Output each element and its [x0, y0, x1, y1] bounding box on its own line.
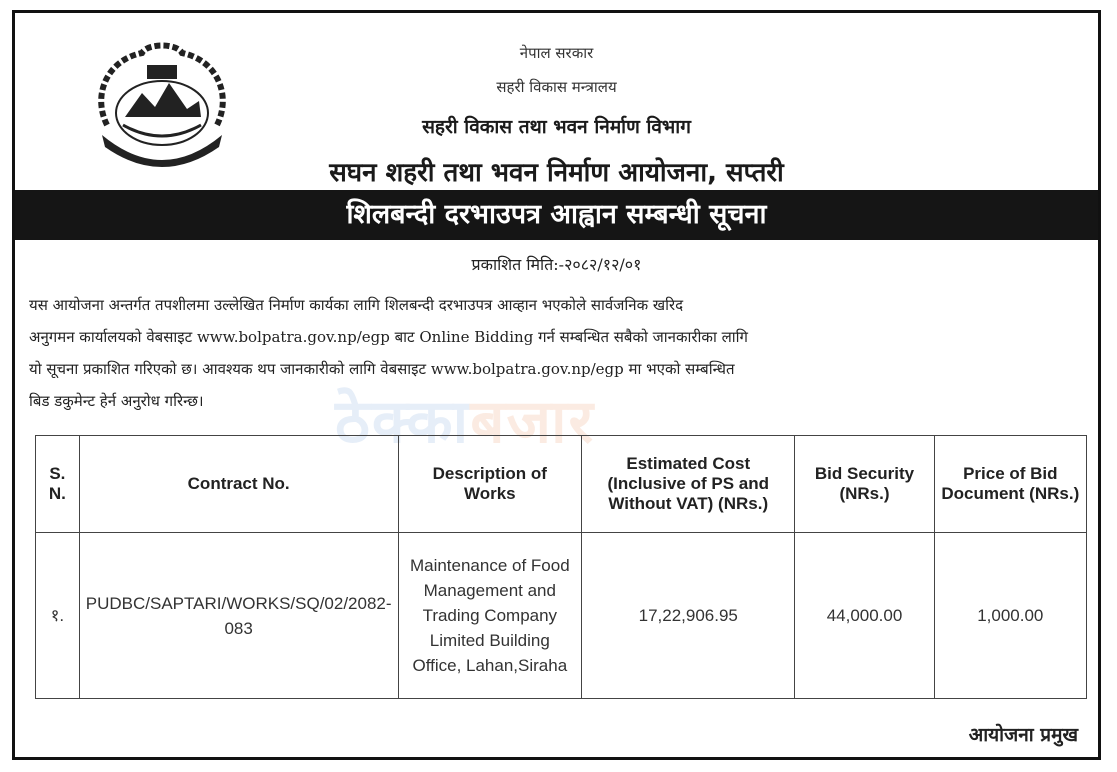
col-header-price-of-bid-document: Price of Bid Document (NRs.) — [934, 436, 1086, 533]
col-header-bid-security: Bid Security (NRs.) — [795, 436, 934, 533]
notice-line: बिड डकुमेन्ट हेर्न अनुरोध गरिन्छ। — [29, 392, 204, 410]
watermark-part-1: ठेक्का — [335, 387, 471, 457]
table-row — [36, 533, 1087, 699]
col-header-contract-no: Contract No. — [79, 436, 398, 533]
cell-bid-security: 44,000.00 — [795, 533, 934, 699]
notice-line: अनुगमन कार्यालयको वेबसाइट www.bolpatra.gov.np/egp बाट Online Bidding गर्न सम्बन्धित सबैको जानकारीका लागि — [29, 328, 748, 346]
header-line-nepal-government: नेपाल सरकार — [519, 44, 594, 62]
cell-sn: १. — [36, 533, 80, 699]
cell-description: Maintenance of Food Management and Trading Company Limited Building Office, Lahan,Siraha — [398, 533, 582, 699]
signature-project-chief: आयोजना प्रमुख — [968, 724, 1078, 746]
cell-contract-no: PUDBC/SAPTARI/WORKS/SQ/02/2082-083 — [79, 533, 398, 699]
tender-table — [35, 435, 1087, 699]
header-line-ministry: सहरी विकास मन्त्रालय — [496, 78, 617, 96]
header-line-project-office: सघन शहरी तथा भवन निर्माण आयोजना, सप्तरी — [329, 158, 784, 188]
notice-frame — [12, 10, 1101, 760]
header-line-department: सहरी विकास तथा भवन निर्माण विभाग — [422, 116, 691, 138]
watermark-part-2: बजार — [470, 387, 596, 457]
notice-line: यो सूचना प्रकाशित गरिएको छ। आवश्यक थप जानकारीको लागि वेबसाइट www.bolpatra.gov.np/egp मा भएको सम्बन्धित — [29, 360, 735, 378]
col-header-description: Description of Works — [398, 436, 582, 533]
notice-line: यस आयोजना अन्तर्गत तपशीलमा उल्लेखित निर्माण कार्यका लागि शिलबन्दी दरभाउपत्र आव्हान भएकोले सार्वजनिक खरिद — [29, 296, 684, 314]
col-header-estimated-cost: Estimated Cost (Inclusive of PS and Without VAT) (NRs.) — [582, 436, 795, 533]
notice-title-banner: शिलबन्दी दरभाउपत्र आह्वान सम्बन्धी सूचना — [15, 190, 1098, 240]
cell-price-of-bid-document: 1,000.00 — [934, 533, 1086, 699]
table-header-row — [36, 436, 1087, 533]
publication-date: प्रकाशित मिति:-२०८२/१२/०१ — [471, 255, 642, 274]
cell-estimated-cost: 17,22,906.95 — [582, 533, 795, 699]
col-header-sn: S. N. — [36, 436, 80, 533]
